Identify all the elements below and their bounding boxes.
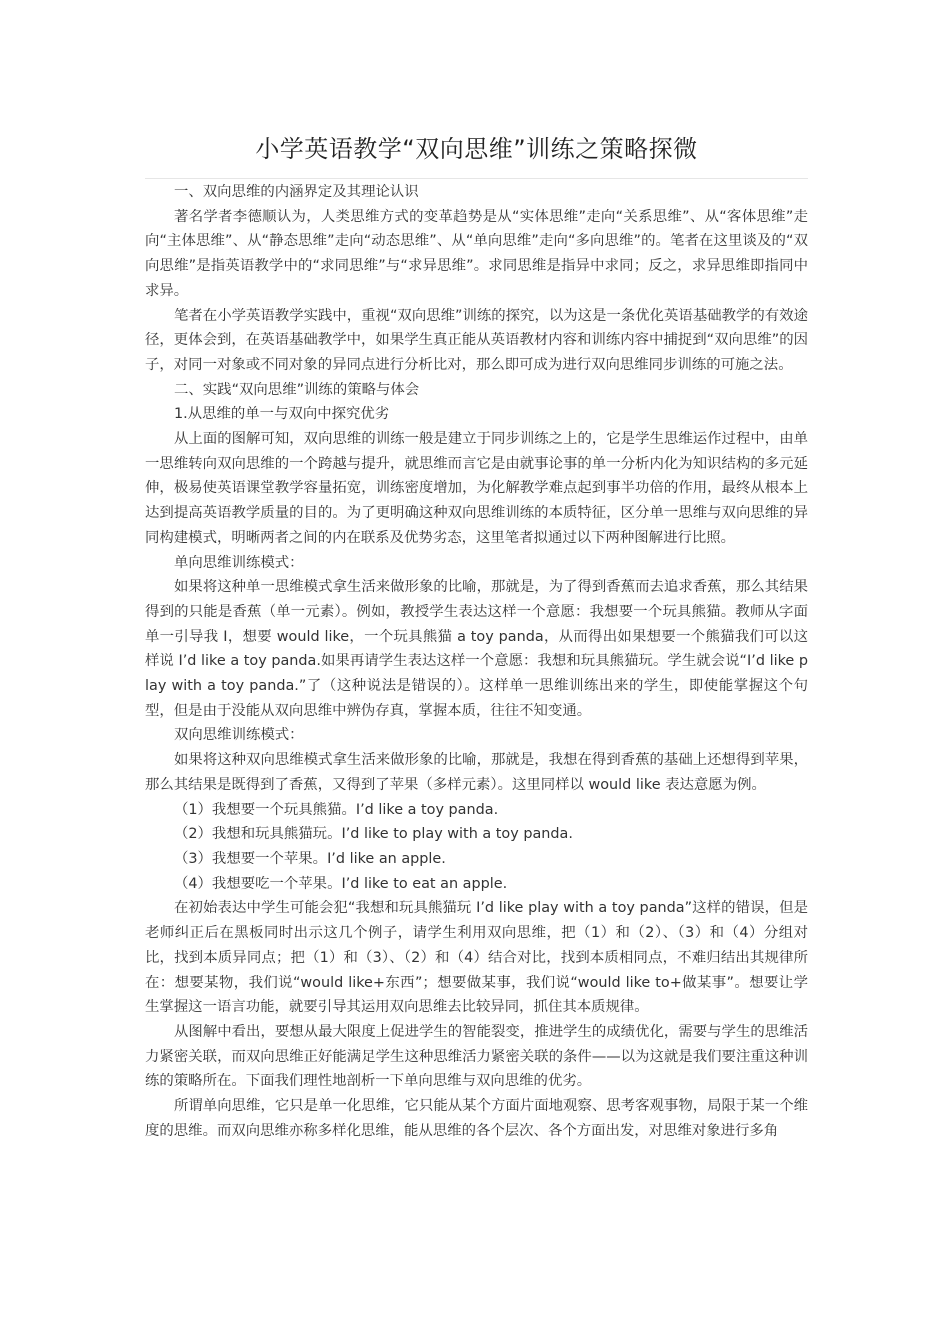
- example-item: （2）我想和玩具熊猫玩。I’d like to play with a toy panda.: [174, 826, 573, 843]
- paragraph: 著名学者李德顺认为，人类思维方式的变革趋势是从“实体思维”走向“关系思维”、从“客体思维”走向“主体思维”、从“静态思维”走向“动态思维”、从“单向思维”走向“多向思维”的。笔者在这里谈及的“双向思维”是指英语教学中的“求同思维”与“求异思维”。求同思维是指异中求同；反之，求异思维即指同中求异。: [145, 208, 808, 299]
- example-item: （4）我想要吃一个苹果。I’d like to eat an apple.: [174, 875, 508, 892]
- paragraph: 笔者在小学英语教学实践中，重视“双向思维”训练的探究，以为这是一条优化英语基础教学的有效途径，更体会到，在英语基础教学中，如果学生真正能从英语教材内容和训练内容中捕捉到“双向思维”的因子，对同一对象或不同对象的异同点进行分析比对，那么即可成为进行双向思维同步训练的可施之法。: [145, 307, 808, 373]
- mode-label-dual: 双向思维训练模式：: [174, 727, 304, 744]
- paragraph: 从图解中看出，要想从最大限度上促进学生的智能裂变，推进学生的成绩优化，需要与学生的思维活力紧密关联，而双向思维正好能满足学生这种思维活力紧密关联的条件——以为这就是我们要注重这种训练的策略所在。下面我们理性地剖析一下单向思维与双向思维的优劣。: [145, 1023, 808, 1090]
- paragraph: 在初始表达中学生可能会犯“我想和玩具熊猫玩 I’d like play with a toy panda”这样的错误，但是老师纠正后在黑板同时出示这几个例子，请学生利用双向思维，把（1）和（2）、（3）和（4）分组对比，找到本质异同点；把（1）和（3）、（2）和（4）结合对比，找到本质相同点，不难归结出其规律所在：想要某物，我们说“would like+东西”；想要做某事，我们说“would like to+做某事”。想要让学生掌握这一语言功能，就要引导其运用双向思维去比较异同，抓住其本质规律。: [145, 900, 808, 1016]
- section-heading-2: 二、实践“双向思维”训练的策略与体会: [174, 381, 420, 398]
- mode-label-single: 单向思维训练模式：: [174, 554, 304, 571]
- example-item: （3）我想要一个苹果。I’d like an apple.: [174, 850, 446, 867]
- paragraph: 如果将这种单一思维模式拿生活来做形象的比喻，那就是，为了得到香蕉而去追求香蕉，那么其结果得到的只能是香蕉（单一元素）。例如，教授学生表达这样一个意愿：我想要一个玩具熊猫。教师从字面单一引导我 I，想要 would like，一个玩具熊猫 a toy panda，从而得出如果想要一个熊猫我们可以这样说 I’d like a toy panda.如果再请学生表达这样一个意愿：我想和玩具熊猫玩。学生就会说“I’d like play with a toy panda.”了（这种说法是错误的）。这样单一思维训练出来的学生，即使能掌握这个句型，但是由于没能从双向思维中辨伪存真，掌握本质，往往不知变通。: [145, 579, 808, 719]
- subsection-heading: 1.从思维的单一与双向中探究优劣: [174, 406, 390, 423]
- example-item: （1）我想要一个玩具熊猫。I’d like a toy panda.: [174, 801, 499, 818]
- header-divider: [145, 178, 808, 179]
- section-heading-1: 一、双向思维的内涵界定及其理论认识: [174, 184, 419, 200]
- paragraph: 从上面的图解可知，双向思维的训练一般是建立于同步训练之上的，它是学生思维运作过程中，由单一思维转向双向思维的一个跨越与提升，就思维而言它是由就事论事的单一分析内化为知识结构的多元延伸，极易使英语课堂教学容量拓宽，训练密度增加，为化解教学难点起到事半功倍的作用，最终从根本上达到提高英语教学质量的目的。为了更明确这种双向思维训练的本质特征，区分单一思维与双向思维的异同构建模式，明晰两者之间的内在联系及优势劣态，这里笔者拟通过以下两种图解进行比照。: [145, 431, 808, 546]
- paragraph: 如果将这种双向思维模式拿生活来做形象的比喻，那就是，我想在得到香蕉的基础上还想得到苹果，那么其结果是既得到了香蕉，又得到了苹果（多样元素）。这里同样以 would like 表达意愿为例。: [145, 752, 808, 793]
- document-body: [145, 180, 808, 1143]
- document-title: 小学英语教学“双向思维”训练之策略探微: [255, 135, 698, 163]
- paragraph: 所谓单向思维，它只是单一化思维，它只能从某个方面片面地观察、思考客观事物，局限于某一个维度的思维。而双向思维亦称多样化思维，能从思维的各个层次、各个方面出发，对思维对象进行多角: [145, 1098, 808, 1139]
